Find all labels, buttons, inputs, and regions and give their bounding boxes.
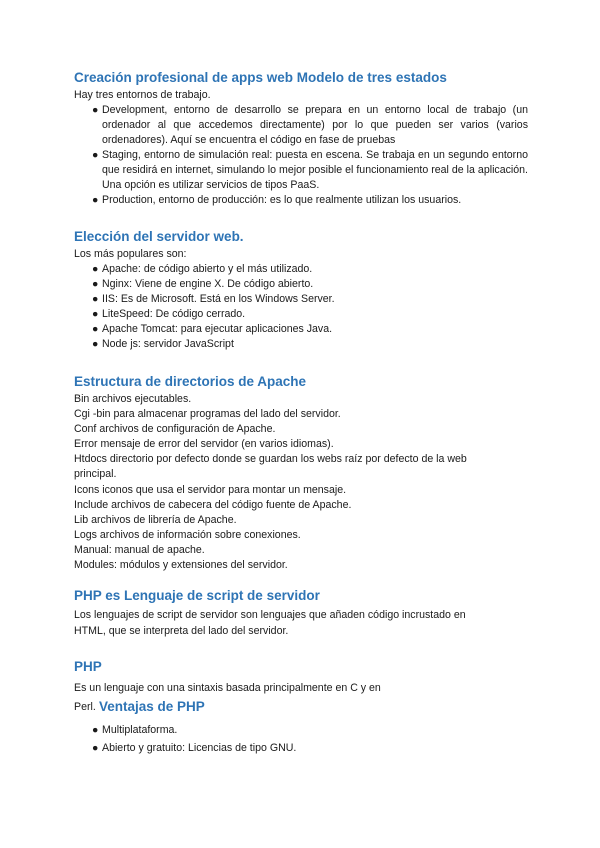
section-title-ventajas-php: Ventajas de PHP — [99, 699, 205, 714]
text-line: Perl. — [74, 701, 96, 713]
list-item-text: Nginx: Viene de engine X. De código abierto. — [102, 278, 314, 290]
text-line: principal. — [74, 468, 117, 480]
list-item-text: Development, entorno de desarrollo se prepara en un entorno local de trabajo (un ordenador al que accedemos directamente) por lo que pueden ser varios (varios ordenadores). Aquí se encuentra el código en fase de pruebas — [102, 104, 528, 146]
bullet-icon: ● — [92, 742, 99, 754]
bullet-icon: ● — [92, 194, 99, 206]
bullet-icon: ● — [92, 104, 99, 116]
text-line: Icons iconos que usa el servidor para montar un mensaje. — [74, 484, 347, 496]
text-line: Manual: manual de apache. — [74, 544, 205, 556]
bullet-icon: ● — [92, 308, 99, 320]
bullet-icon: ● — [92, 278, 99, 290]
section-title-servidor-web: Elección del servidor web. — [74, 229, 244, 244]
text-line: Es un lenguaje con una sintaxis basada principalmente en C y en — [74, 682, 381, 694]
list-item-text: Multiplataforma. — [102, 724, 178, 736]
section-intro: Hay tres entornos de trabajo. — [74, 89, 211, 101]
text-line: Error mensaje de error del servidor (en varios idiomas). — [74, 438, 334, 450]
section-intro: Los más populares son: — [74, 248, 187, 260]
bullet-icon: ● — [92, 149, 99, 161]
text-line: Cgi -bin para almacenar programas del lado del servidor. — [74, 408, 341, 420]
list-item-text: IIS: Es de Microsoft. Está en los Windows Server. — [102, 293, 335, 305]
section-title-modelo-tres-estados: Creación profesional de apps web Modelo de tres estados — [74, 70, 447, 85]
bullet-icon: ● — [92, 293, 99, 305]
text-line: Bin archivos ejecutables. — [74, 393, 192, 405]
section-title-lenguaje-script: PHP es Lenguaje de script de servidor — [74, 588, 320, 603]
text-line: Los lenguajes de script de servidor son lenguajes que añaden código incrustado en — [74, 609, 466, 621]
bullet-icon: ● — [92, 263, 99, 275]
list-item-text: Staging, entorno de simulación real: puesta en escena. Se trabaja en un segundo entorno que residirá en internet, simulando lo mejor posible el funcionamiento real de la aplicación. Una opción es utilizar servicios de tipos PaaS. — [102, 149, 528, 191]
bullet-icon: ● — [92, 724, 99, 736]
list-item-text: Production, entorno de producción: es lo que realmente utilizan los usuarios. — [102, 194, 462, 206]
list-item-text: Node js: servidor JavaScript — [102, 338, 234, 350]
text-line: Include archivos de cabecera del código fuente de Apache. — [74, 499, 352, 511]
text-line: Conf archivos de configuración de Apache. — [74, 423, 276, 435]
list-item-text: Apache Tomcat: para ejecutar aplicaciones Java. — [102, 323, 333, 335]
bullet-icon: ● — [92, 338, 99, 350]
text-line: Htdocs directorio por defecto donde se guardan los webs raíz por defecto de la web — [74, 453, 467, 465]
list-item — [92, 103, 528, 148]
text-line: Logs archivos de información sobre conexiones. — [74, 529, 301, 541]
text-line: Modules: módulos y extensiones del servidor. — [74, 559, 288, 571]
text-line: Lib archivos de librería de Apache. — [74, 514, 237, 526]
list-item-text: Apache: de código abierto y el más utilizado. — [102, 263, 313, 275]
list-item-text: Abierto y gratuito: Licencias de tipo GNU. — [102, 742, 297, 754]
section-title-php: PHP — [74, 659, 102, 674]
section-title-directorios-apache: Estructura de directorios de Apache — [74, 374, 307, 389]
bullet-icon: ● — [92, 323, 99, 335]
list-item — [92, 148, 528, 193]
text-line: HTML, que se interpreta del lado del servidor. — [74, 625, 289, 637]
list-item-text: LiteSpeed: De código cerrado. — [102, 308, 246, 320]
